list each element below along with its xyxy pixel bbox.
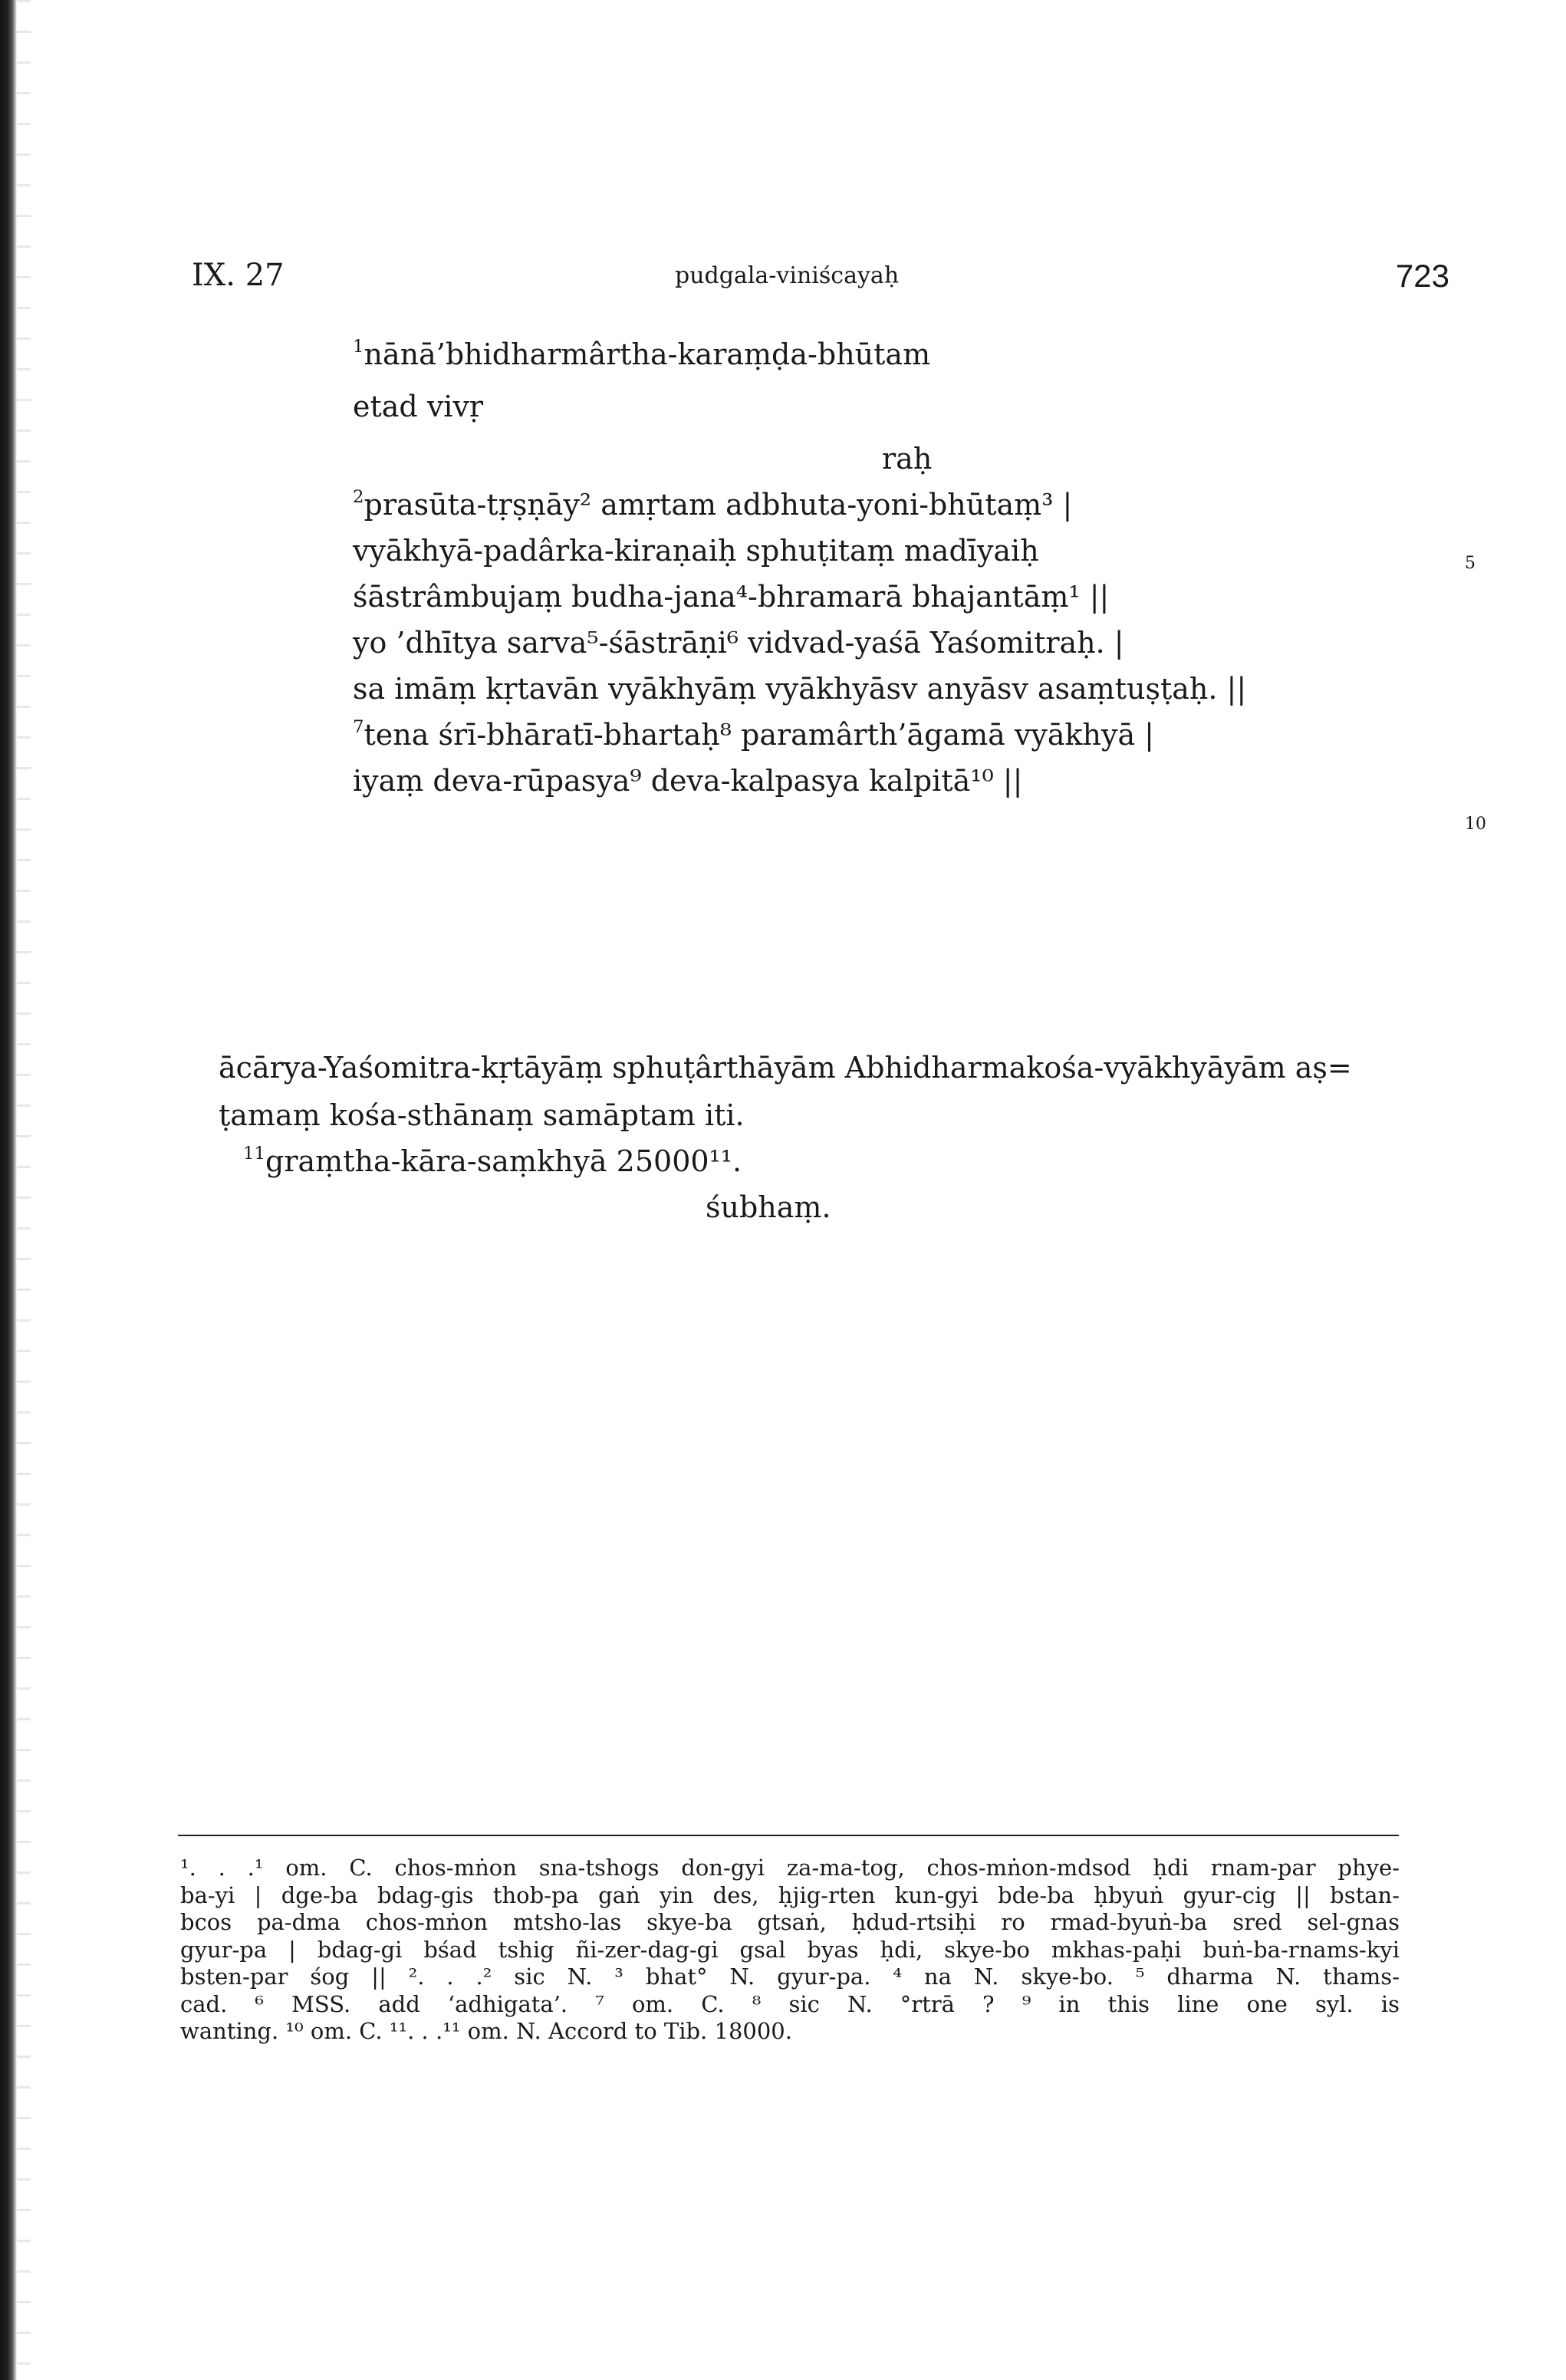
verse-line <box>353 390 483 423</box>
footnote-line: gyur-pa | bdag-gi bśad tshig ñi-zer-dag-gi gsal byas ḥdi, skye-bo mkhas-paḥi buṅ-ba-rnams-kyi <box>180 1936 1400 1963</box>
colophon-line: ṭamaṃ kośa-sthānaṃ samāptam iti. <box>219 1098 745 1132</box>
verse-text: iyaṃ deva-rūpasya⁹ deva-kalpasya kalpitā¹⁰ || <box>353 764 1023 798</box>
verse-line <box>353 764 1022 798</box>
verse-line <box>353 626 1124 660</box>
footnote-line: bcos pa-dma chos-mṅon mtsho-las skye-ba gtsaṅ, ḥdud-rtsiḥi ro rmad-byuṅ-ba sred sel-gnas <box>180 1909 1400 1935</box>
running-title: pudgala-viniścayaḥ <box>675 262 900 289</box>
footnote-marker: 7 <box>353 717 364 738</box>
page-header <box>192 258 1449 304</box>
scan-edge-noise <box>17 0 31 2380</box>
verse-line <box>353 718 1154 752</box>
footnote-divider <box>178 1835 1399 1836</box>
footnote-marker: 11 <box>243 1144 266 1164</box>
footnote-marker: 1 <box>353 337 364 357</box>
verse-text: nānā’bhidharmârtha-karaṃḍa-bhūtam <box>364 337 931 371</box>
colophon-line <box>243 1144 742 1178</box>
book-spine-shadow <box>0 0 17 2380</box>
footnote-marker: 2 <box>353 487 364 508</box>
verse-text: yo ’dhītya sarva⁵-śāstrāṇi⁶ vidvad-yaśā Yaśomitraḥ. | <box>353 626 1124 660</box>
colophon-line: ācārya-Yaśomitra-kṛtāyāṃ sphuṭârthāyām Abhidharmakośa-vyākhyāyām aṣ= <box>219 1051 1352 1085</box>
verse-text: raḥ <box>882 442 933 476</box>
verse-text: vyākhyā-padârka-kiraṇaiḥ sphuṭitaṃ madīyaiḥ <box>353 534 1039 568</box>
verse-line <box>353 337 930 371</box>
chapter-reference: IX. 27 <box>192 258 285 293</box>
colophon-text: graṃtha-kāra-saṃkhyā 25000¹¹. <box>265 1144 742 1178</box>
verse-line <box>353 580 1109 614</box>
footnote-line: ¹. . .¹ om. C. chos-mṅon sna-tshogs don-gyi za-ma-tog, chos-mṅon-mdsod ḥdi rnam-par phye- <box>180 1855 1400 1881</box>
verse-line <box>353 534 1039 568</box>
footnote-line: bsten-par śog || ². . .² sic N. ³ bhat° N. gyur-pa. ⁴ na N. skye-bo. ⁵ dharma N. thams- <box>180 1964 1400 1990</box>
footnote-line: ba-yi | dge-ba bdag-gis thob-pa gaṅ yin des, ḥjig-rten kun-gyi bde-ba ḥbyuṅ gyur-cig || bstan- <box>180 1881 1400 1908</box>
line-number: 10 <box>1465 815 1486 834</box>
verse-line <box>882 442 932 476</box>
footnote-line: wanting. ¹⁰ om. C. ¹¹. . .¹¹ om. N. Accord to Tib. 18000. <box>180 2018 792 2044</box>
verse-line <box>353 672 1246 706</box>
verse-text: tena śrī-bhāratī-bhartaḥ⁸ paramârth’āgamā vyākhyā | <box>364 718 1154 752</box>
verse-text: prasūta-tṛṣṇāy² amṛtam adbhuta-yoni-bhūtaṃ³ | <box>364 488 1073 522</box>
page-number: 723 <box>1395 258 1449 294</box>
footnote-line: cad. ⁶ MSS. add ‘adhigata’. ⁷ om. C. ⁸ sic N. °rtrā ? ⁹ in this line one syl. is <box>180 1990 1400 2017</box>
footnotes <box>180 1855 1400 2046</box>
colophon-line: śubhaṃ. <box>706 1190 831 1224</box>
line-number: 5 <box>1465 554 1476 573</box>
verse-text: śāstrâmbujaṃ budha-jana⁴-bhramarā bhajantāṃ¹ || <box>353 580 1110 614</box>
verse-text: etad vivṛ <box>353 390 484 423</box>
verse-line <box>353 488 1072 522</box>
verse-text: sa imāṃ kṛtavān vyākhyāṃ vyākhyāsv anyāsv asaṃtuṣṭaḥ. || <box>353 672 1247 706</box>
